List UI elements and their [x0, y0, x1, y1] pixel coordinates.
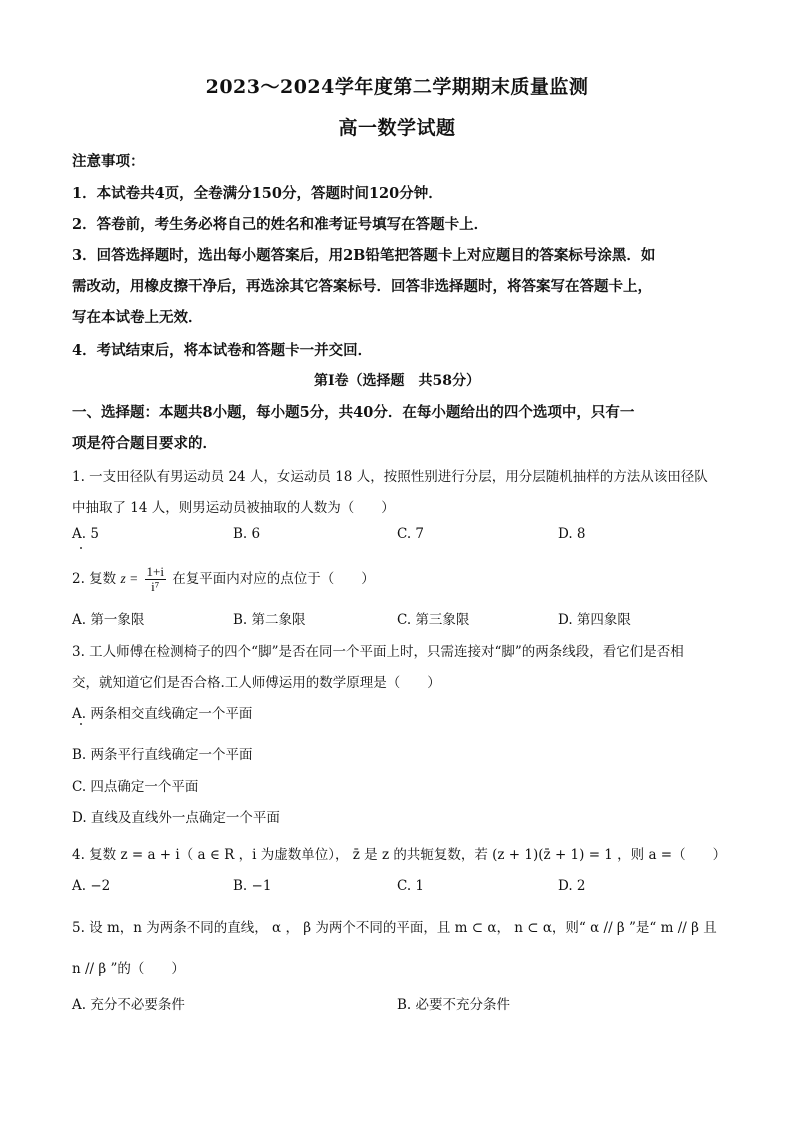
q3-option-a: A. 两条相交直线确定一个平面	[72, 706, 253, 722]
q4-option-a: A. −2	[72, 878, 111, 894]
q3-line1: 3. 工人师傅在检测椅子的四个“脚”是否在同一个平面上时，只需连接对“脚”的两条线段，看它们是否相	[72, 644, 684, 660]
note-item-1: 1．本试卷共4页，全卷满分150分，答题时间120分钟．	[72, 185, 443, 202]
q1-option-a: A. 5	[72, 526, 99, 542]
q5-option-b: B. 必要不充分条件	[397, 997, 511, 1013]
part1-heading: 第Ⅰ卷（选择题 共58分）	[313, 373, 481, 389]
section-intro-line1: 一、选择题：本题共8小题，每小题5分，共40分．在每小题给出的四个选项中，只有一	[72, 404, 635, 421]
note-item-3: 3．回答选择题时，选出每小题答案后，用2B铅笔把答题卡上对应题目的答案标号涂黑．如	[72, 247, 656, 264]
exam-title: 2023～2024学年度第二学期期末质量监测	[205, 76, 589, 98]
q5-line2: n // β ”的（ ）	[72, 961, 185, 977]
note-item-3-cont: 需改动，用橡皮擦干净后，再选涂其它答案标号．回答非选择题时，将答案写在答题卡上，	[72, 278, 652, 295]
q2-option-c: C. 第三象限	[397, 612, 470, 628]
q2-option-a: A. 第一象限	[72, 612, 145, 628]
stray-dot	[80, 723, 82, 725]
section-intro-line2: 项是符合题目要求的．	[72, 435, 217, 452]
q1-option-d: D. 8	[558, 526, 586, 542]
q3-option-d: D. 直线及直线外一点确定一个平面	[72, 810, 280, 826]
note-item-2: 2．答卷前，考生务必将自己的姓名和准考证号填写在答题卡上．	[72, 216, 489, 233]
q4-option-b: B. −1	[233, 878, 272, 894]
q4-option-d: D. 2	[558, 878, 586, 894]
exam-subtitle: 高一数学试题	[338, 117, 456, 139]
q2-option-d: D. 第四象限	[558, 612, 631, 628]
q5-option-a: A. 充分不必要条件	[72, 997, 185, 1013]
q1-option-b: B. 6	[233, 526, 261, 542]
q1-option-c: C. 7	[397, 526, 425, 542]
q2-fraction	[145, 565, 166, 593]
q3-option-c: C. 四点确定一个平面	[72, 779, 199, 795]
q2-option-b: B. 第二象限	[233, 612, 306, 628]
q3-line2: 交，就知道它们是否合格.工人师傅运用的数学原理是（ ）	[72, 675, 441, 691]
q2-suffix: 在复平面内对应的点位于（ ）	[172, 571, 375, 587]
note-item-3-end: 写在本试卷上无效．	[72, 309, 203, 326]
q2-denominator: i⁷	[151, 579, 160, 594]
stray-dot	[80, 547, 82, 549]
notes-heading: 注意事项：	[72, 153, 145, 170]
q1-line1: 1. 一支田径队有男运动员 24 人，女运动员 18 人，按照性别进行分层，用分层随机抽样的方法从该田径队	[72, 469, 708, 485]
note-item-4: 4．考试结束后，将本试卷和答题卡一并交回．	[72, 342, 373, 359]
q1-line2: 中抽取了 14 人，则男运动员被抽取的人数为（ ）	[72, 500, 395, 516]
q4-option-c: C. 1	[397, 878, 425, 894]
q2-stem	[72, 562, 375, 596]
q2-var: z =	[120, 571, 139, 586]
q3-option-b: B. 两条平行直线确定一个平面	[72, 747, 253, 763]
q5-line1: 5. 设 m，n 为两条不同的直线， α ， β 为两个不同的平面，且 m ⊂ α， n ⊂ α，则“ α // β ”是“ m // β 且	[72, 920, 717, 936]
q4-stem: 4. 复数 z = a + i（ a ∈ R ，i 为虚数单位）， z̄ 是 z 的共轭复数，若 (z + 1)(z̄ + 1) = 1 ，则 a =（ ）	[72, 847, 727, 863]
q2-prefix: 2. 复数	[72, 571, 117, 587]
q2-numerator: 1+i	[146, 564, 164, 580]
